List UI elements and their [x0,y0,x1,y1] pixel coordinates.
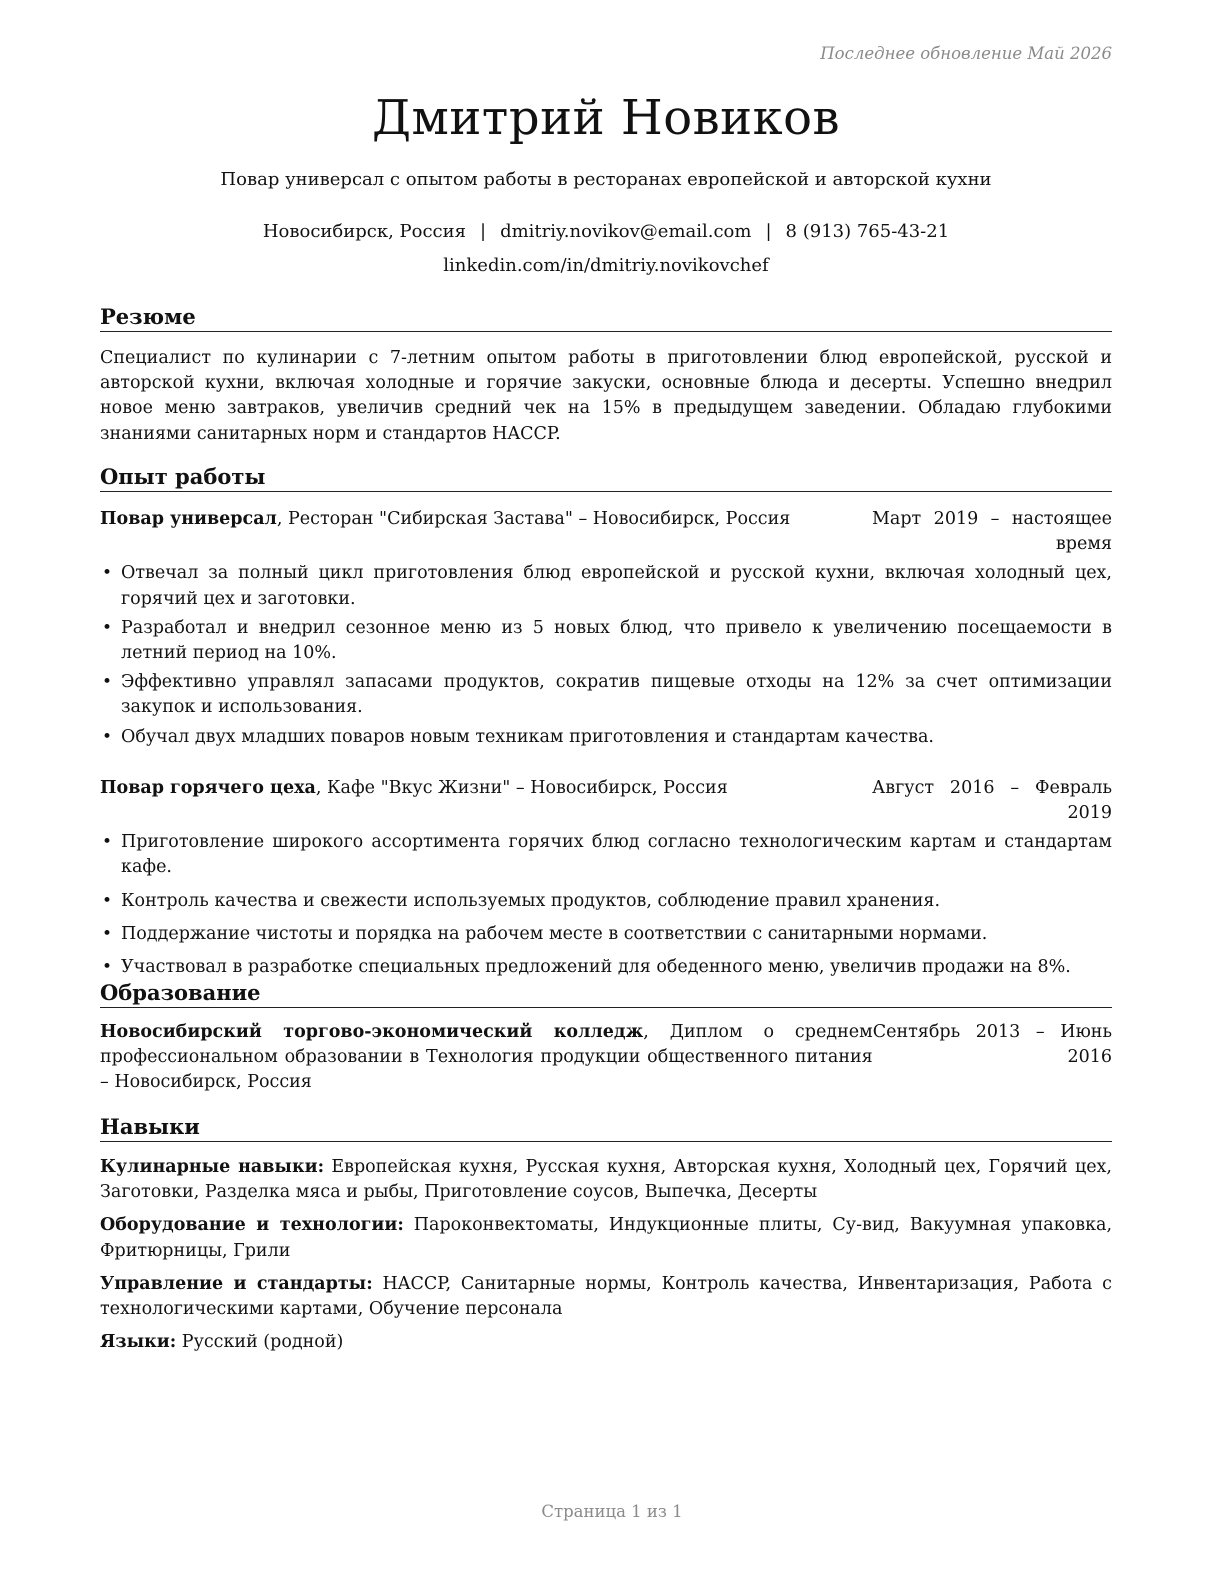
list-item: • Разработал и внедрил сезонное меню из 5 новых блюд, что привело к увеличению посещаемости в летний период на 10%. [100,616,1112,666]
section-title-experience: Опыт работы [100,463,1112,492]
skill-value: Пароконвектоматы, Индукционные плиты, Су-вид, Вакуумная упаковка, Фритюрницы, Грили [100,1215,1113,1261]
location: Новосибирск, Россия [262,221,466,242]
job-place: , Ресторан "Сибирская Застава" – Новосибирск, Россия [276,509,791,529]
skill-value: HACCP, Санитарные нормы, Контроль качества, Инвентаризация, Работа с технологическими картами, Обучение персонала [100,1273,1112,1320]
skill-label: Оборудование и технологии: [100,1215,404,1236]
candidate-name: Дмитрий Новиков [371,90,841,146]
separator: | [765,221,772,242]
list-item: • Обучал двух младших поваров новым техникам приготовления и стандартам качества. [100,725,1112,750]
tagline: Повар универсал с опытом работы в ресторанах европейской и авторской кухни [220,169,992,190]
skill-line [100,1330,1112,1355]
job-entry [100,507,1112,750]
job-dates: Август 2016 – Февраль 2019 [872,777,1112,824]
separator: | [480,221,487,242]
job-bullets [100,830,1112,980]
section-title-summary: Резюме [100,303,1112,332]
section-title-skills: Навыки [100,1113,1112,1142]
summary-section [100,303,1112,447]
job-heading [100,776,840,826]
job-dates: Март 2019 – настоящее время [872,509,1112,555]
job-heading [100,507,840,557]
experience-section [100,463,1112,980]
skill-label: Управление и стандарты: [100,1273,373,1294]
job-position: Повар горячего цеха [100,777,316,798]
list-item: • Отвечал за полный цикл приготовления блюд европейской и русской кухни, включая холодный цех, горячий цех и заготовки. [100,561,1112,611]
education-entry [100,1020,873,1096]
job-place: , Кафе "Вкус Жизни" – Новосибирск, Россия [315,777,728,798]
skill-line [100,1213,1112,1263]
education-section [100,979,1112,1096]
job-entry [100,776,1112,980]
skill-label: Кулинарные навыки: [100,1157,325,1177]
list-item: • Контроль качества и свежести используемых продуктов, соблюдение правил хранения. [100,889,1112,914]
section-title-education: Образование [100,979,1112,1008]
job-bullets [100,561,1112,749]
education-dates: Сентябрь 2013 – Июнь 2016 [872,1022,1112,1068]
skill-value: Русский (родной) [176,1332,344,1353]
skill-label: Языки: [100,1332,177,1353]
skills-section [100,1113,1112,1355]
list-item: • Эффективно управлял запасами продуктов, сократив пищевые отходы на 12% за счет оптимизации закупок и использования. [100,670,1112,720]
list-item: • Приготовление широкого ассортимента горячих блюд согласно технологическим картам и стандартам кафе. [100,830,1112,880]
skill-line [100,1272,1112,1322]
phone: 8 (913) 765-43-21 [785,221,950,242]
list-item: • Поддержание чистоты и порядка на рабочем месте в соответствии с санитарными нормами. [100,922,1112,947]
page-number: Страница 1 из 1 [541,1502,683,1521]
job-position: Повар универсал [100,509,277,529]
skill-line [100,1155,1112,1205]
linkedin-link[interactable]: linkedin.com/in/dmitriy.novikovchef [443,255,769,276]
email-link[interactable]: dmitriy.novikov@email.com [500,221,752,242]
summary-text: Специалист по кулинарии с 7-летним опытом работы в приготовлении блюд европейской, русской и авторской кухни, включая холодные и горячие закуски, основные блюда и десерты. Успешно внедрил новое меню завтраков, увеличив средний чек на 15% в предыдущем заведении. Обладаю глубокими знаниями санитарных норм и стандартов HACCP. [100,348,1112,444]
last-updated: Последнее обновление Май 2026 [820,44,1112,63]
education-details: , Диплом о среднем профессиональном образовании в Технология продукции общественного питания – Новосибирск, Россия [100,1022,873,1093]
education-institution: Новосибирский торгово-экономический колледж [100,1022,644,1042]
list-item: • Участвовал в разработке специальных предложений для обеденного меню, увеличив продажи на 8%. [100,955,1112,980]
contact-line [100,219,1112,245]
skill-value: Европейская кухня, Русская кухня, Авторская кухня, Холодный цех, Горячий цех, Заготовки, Разделка мяса и рыбы, Приготовление соусов, Выпечка, Десерты [100,1157,1112,1203]
